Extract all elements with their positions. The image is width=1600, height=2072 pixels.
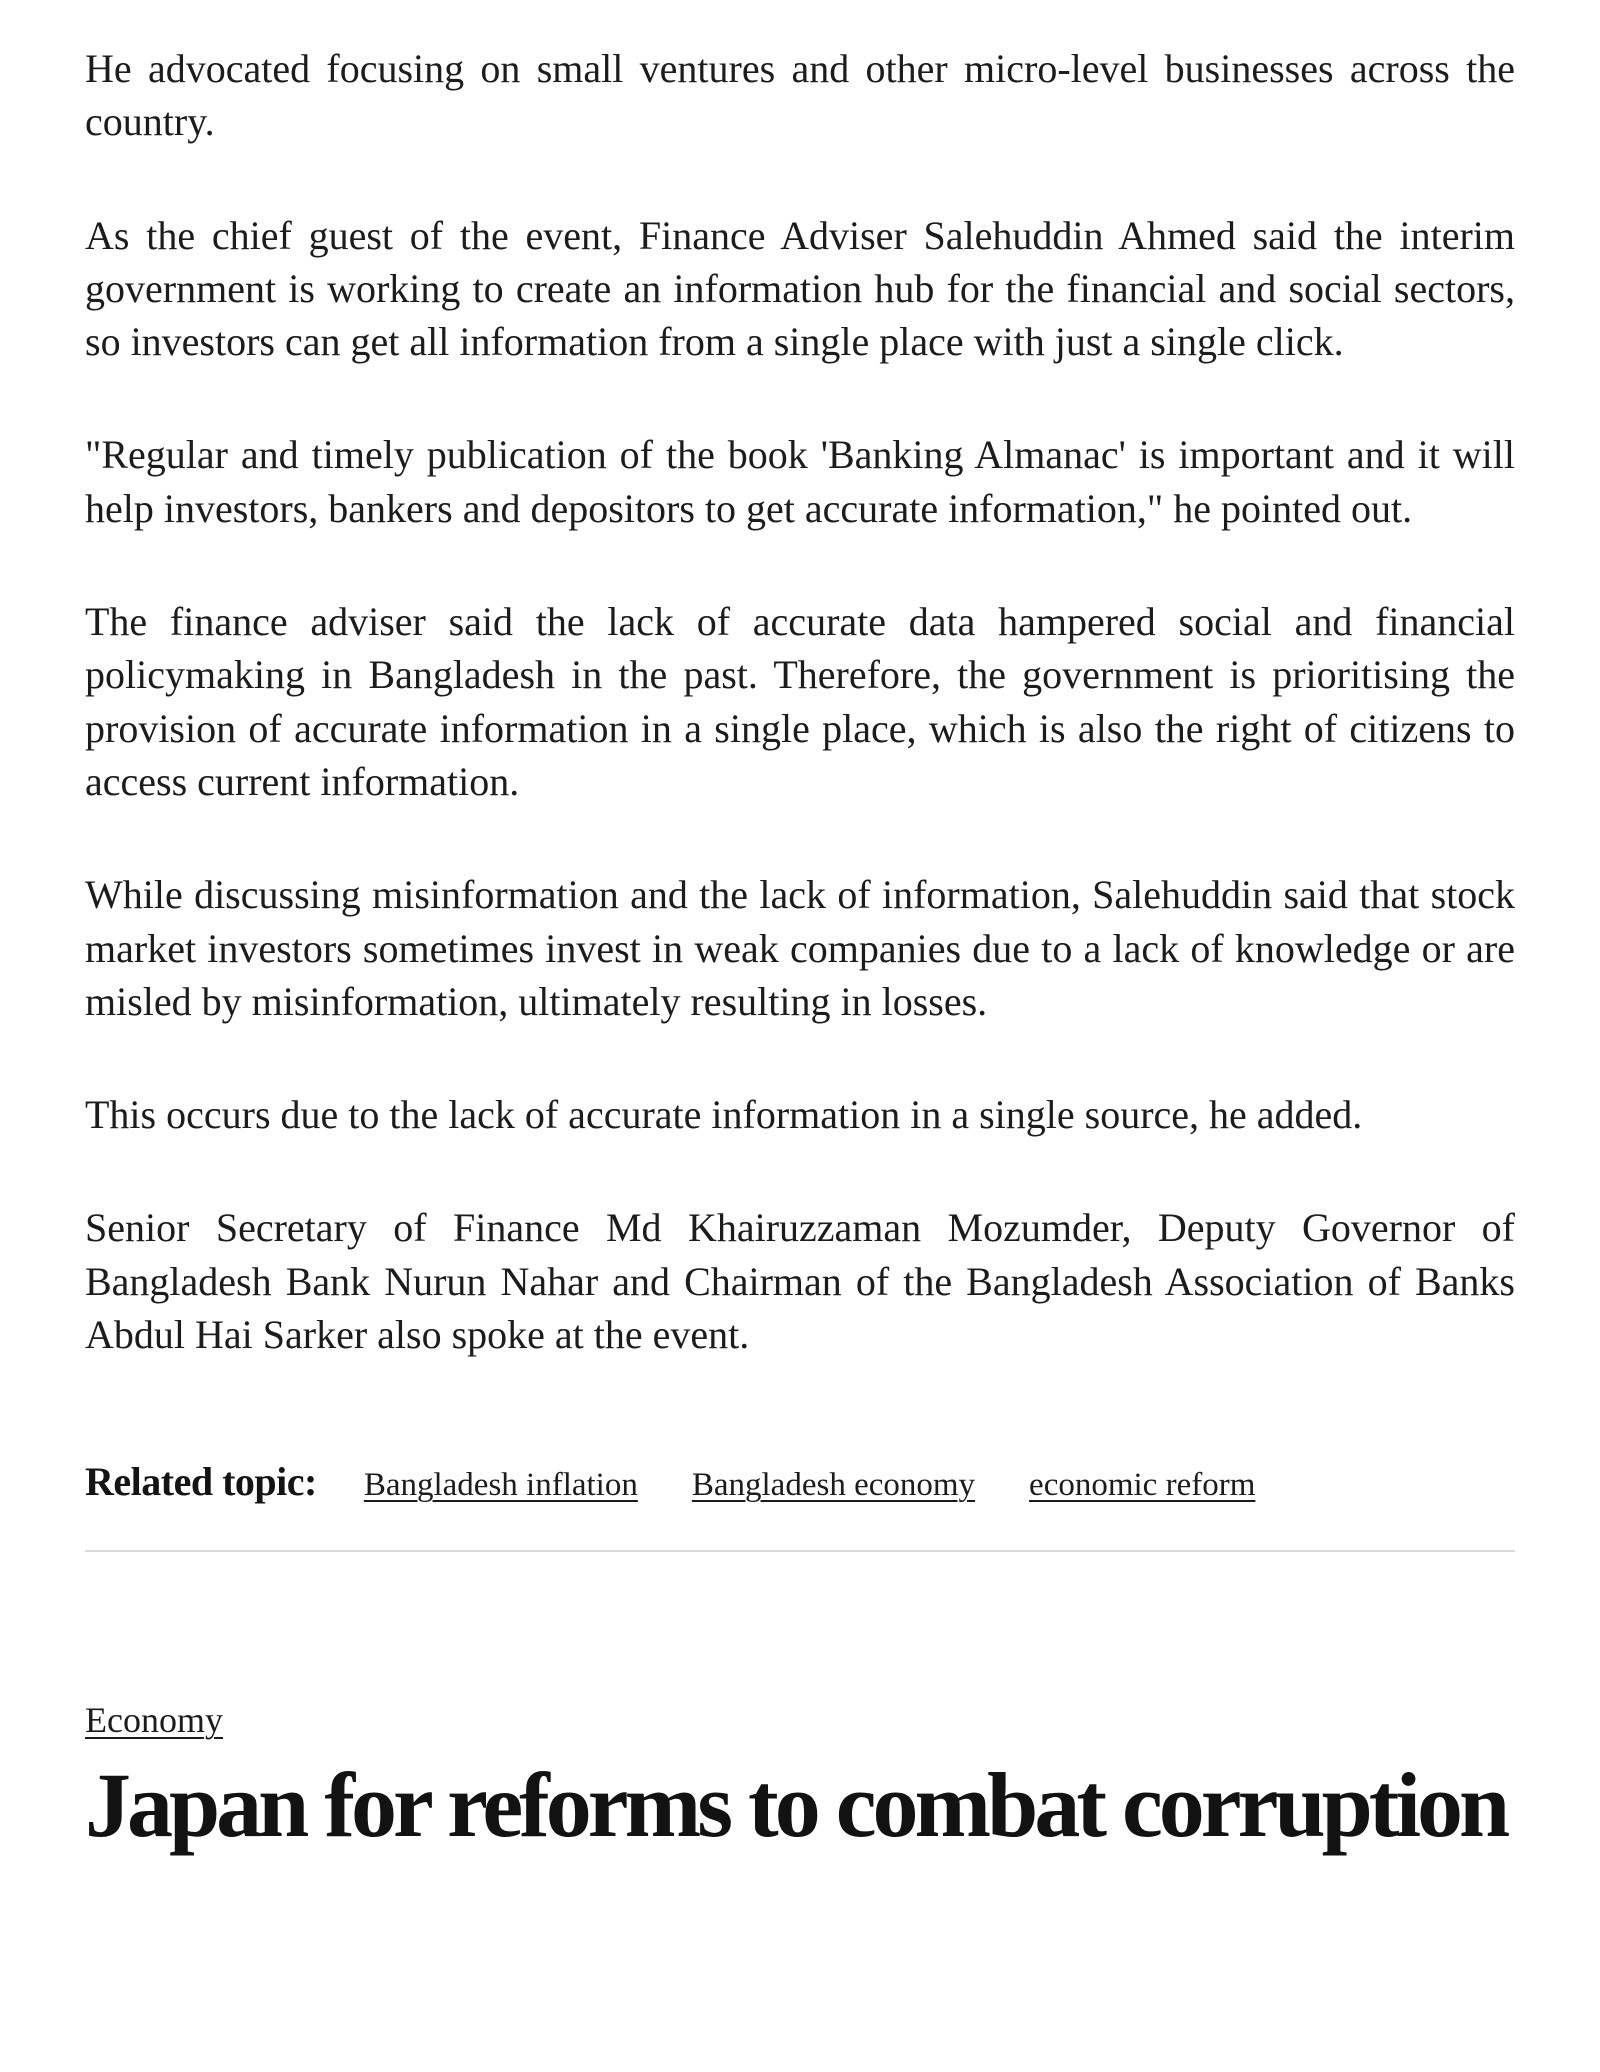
next-article-preview	[85, 1699, 1515, 1856]
paragraph: He advocated focusing on small ventures and other micro-level businesses across the country.	[85, 46, 1515, 145]
paragraph: "Regular and timely publication of the book 'Banking Almanac' is important and it will help investors, bankers and depositors to get accurate information," he pointed out.	[85, 432, 1515, 531]
paragraph: This occurs due to the lack of accurate information in a single source, he added.	[85, 1092, 1363, 1138]
paragraph: While discussing misinformation and the lack of information, Salehuddin said that stock market investors sometimes invest in weak companies due to a lack of knowledge or are misled by misinformation, ultimately resulting in losses.	[85, 872, 1515, 1024]
related-topic-link-economic-reform[interactable]: economic reform	[1029, 1467, 1256, 1504]
paragraph: Senior Secretary of Finance Md Khairuzzaman Mozumder, Deputy Governor of Bangladesh Bank Nurun Nahar and Chairman of the Bangladesh Association of Banks Abdul Hai Sarker also spoke at the event.	[85, 1205, 1515, 1358]
article-page	[85, 0, 1515, 1857]
paragraph: As the chief guest of the event, Finance Adviser Salehuddin Ahmed said the interim government is working to create an information hub for the financial and social sectors, so investors can get all information from a single place with just a single click.	[85, 212, 1515, 365]
next-article-headline[interactable]: Japan for reforms to combat corruption	[85, 1754, 1507, 1857]
related-topic-link-bangladesh-economy[interactable]: Bangladesh economy	[691, 1467, 976, 1504]
section-divider	[85, 1550, 1515, 1552]
paragraph: The finance adviser said the lack of accurate data hampered social and financial policymaking in Bangladesh in the past. Therefore, the government is prioritising the provision of accurate information in a single place, which is also the right of citizens to access current information.	[85, 599, 1515, 804]
article-body	[85, 42, 1515, 1361]
category-link-economy[interactable]: Economy	[85, 1700, 223, 1741]
related-topic-label: Related topic:	[85, 1459, 317, 1505]
related-topics-row	[85, 1458, 1515, 1505]
related-topic-link-bangladesh-inflation[interactable]: Bangladesh inflation	[363, 1467, 638, 1504]
